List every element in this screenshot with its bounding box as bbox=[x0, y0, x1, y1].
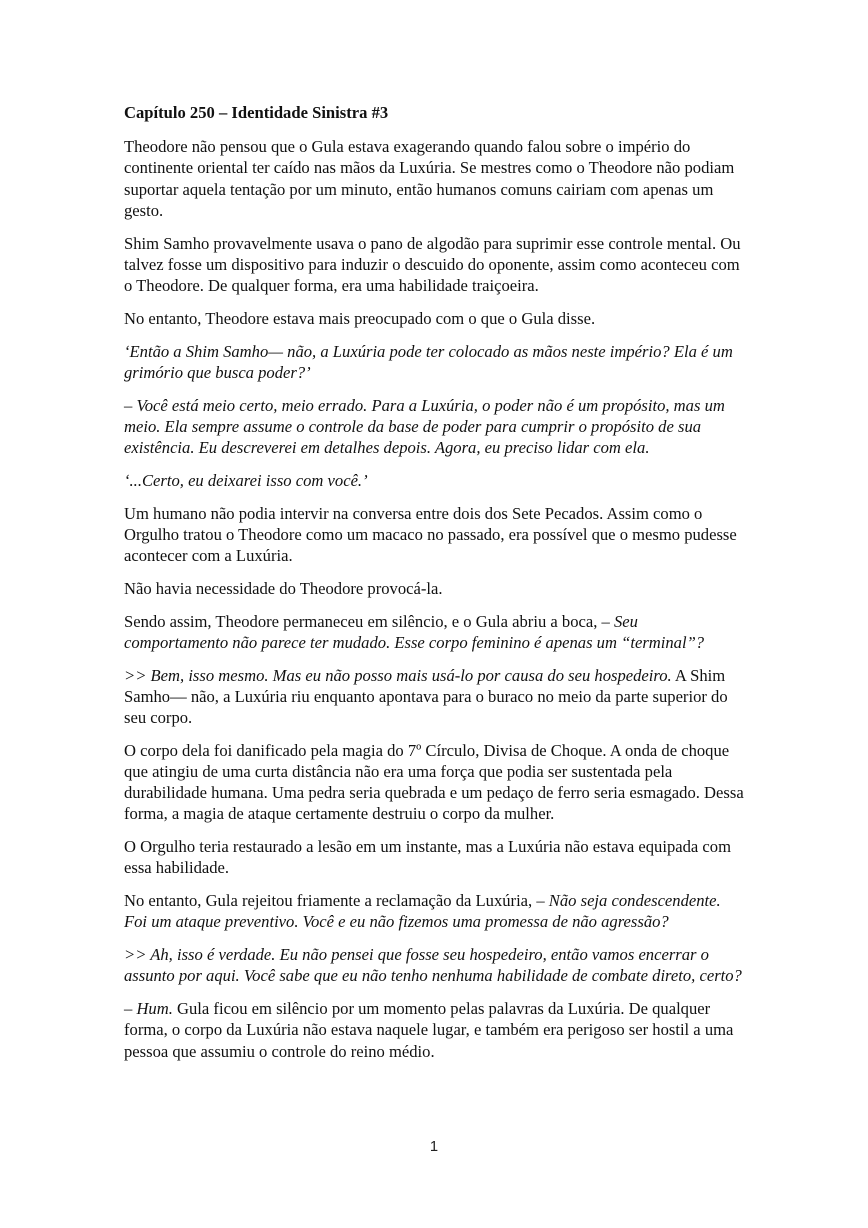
text-segment: No entanto, Theodore estava mais preocupado com o que o Gula disse. bbox=[124, 308, 596, 328]
italic-text: Seu comportamento não parece ter mudado. Esse corpo feminino é apenas um “terminal”? bbox=[124, 611, 705, 652]
paragraph bbox=[124, 470, 746, 491]
paragraph bbox=[124, 944, 746, 986]
paragraph bbox=[124, 233, 746, 297]
paragraph bbox=[124, 740, 746, 825]
paragraph bbox=[124, 578, 746, 599]
paragraph bbox=[124, 341, 746, 383]
paragraph bbox=[124, 395, 746, 459]
text-segment: Sendo assim, Theodore permaneceu em silêncio, e o Gula abriu a boca, – bbox=[124, 611, 614, 631]
page-number: 1 bbox=[429, 1139, 439, 1155]
text-segment: O Orgulho teria restaurado a lesão em um instante, mas a Luxúria não estava equipada com essa habilidade. bbox=[124, 837, 732, 878]
paragraph bbox=[124, 611, 746, 653]
text-segment: Não havia necessidade do Theodore provocá-la. bbox=[124, 578, 443, 598]
text-segment: Gula ficou em silêncio por um momento pelas palavras da Luxúria. De qualquer forma, o corpo da Luxúria não estava naquele lugar, e também era perigoso ser hostil a uma pessoa que assumiu o controle do reino médio. bbox=[124, 999, 734, 1061]
text-segment: – bbox=[124, 999, 137, 1019]
italic-text: ‘Então a Shim Samho— não, a Luxúria pode ter colocado as mãos neste império? Ela é um grimório que busca poder?’ bbox=[124, 341, 733, 382]
text-segment: No entanto, Gula rejeitou friamente a reclamação da Luxúria, – bbox=[124, 891, 549, 911]
paragraph bbox=[124, 503, 746, 567]
paragraph bbox=[124, 836, 746, 878]
italic-text: Não seja condescendente. Foi um ataque preventivo. Você e eu não fizemos uma promessa de não agressão? bbox=[124, 891, 721, 932]
document-body bbox=[124, 102, 746, 1073]
italic-text: ‘...Certo, eu deixarei isso com você.’ bbox=[124, 470, 368, 490]
paragraph bbox=[124, 665, 746, 729]
paragraph bbox=[124, 998, 746, 1062]
paragraph bbox=[124, 308, 746, 329]
italic-text: – Você está meio certo, meio errado. Para a Luxúria, o poder não é um propósito, mas um meio. Ela sempre assume o controle da base de poder para cumprir o propósito de sua existência. Eu descreverei em detalhes depois. Agora, eu preciso lidar com ela. bbox=[124, 395, 725, 458]
italic-text: >> Ah, isso é verdade. Eu não pensei que fosse seu hospedeiro, então vamos encerrar o assunto por aqui. Você sabe que eu não tenho nenhuma habilidade de combate direto, certo? bbox=[124, 945, 742, 986]
italic-text: Hum. bbox=[136, 999, 173, 1019]
text-segment: Um humano não podia intervir na conversa entre dois dos Sete Pecados. Assim como o Orgulho tratou o Theodore como um macaco no passado, era possível que o mesmo pudesse acontecer com a Luxúria. bbox=[124, 503, 737, 566]
paragraph bbox=[124, 136, 746, 221]
text-segment: Shim Samho provavelmente usava o pano de algodão para suprimir esse controle mental. Ou talvez fosse um dispositivo para induzir o descuido do oponente, assim como aconteceu com o Theodore. De qualquer forma, era uma habilidade traiçoeira. bbox=[124, 233, 741, 296]
chapter-title: Capítulo 250 – Identidade Sinistra #3 bbox=[124, 103, 389, 122]
italic-text: >> Bem, isso mesmo. Mas eu não posso mais usá-lo por causa do seu hospedeiro. bbox=[124, 665, 672, 685]
paragraph bbox=[124, 890, 746, 932]
paragraph-list bbox=[124, 136, 746, 1062]
text-segment: A Shim Samho— não, a Luxúria riu enquanto apontava para o buraco no meio da parte superior do seu corpo. bbox=[124, 665, 728, 728]
text-segment: O corpo dela foi danificado pela magia do 7º Círculo, Divisa de Choque. A onda de choque que atingiu de uma curta distância não era uma força que podia ser sustentada pela durabilidade humana. Uma pedra seria quebrada e um pedaço de ferro seria esmagado. Dessa forma, a magia de ataque certamente destruiu o corpo da mulher. bbox=[124, 740, 744, 824]
text-segment: Theodore não pensou que o Gula estava exagerando quando falou sobre o império do continente oriental ter caído nas mãos da Luxúria. Se mestres como o Theodore não podiam suportar aquela tentação por um minuto, então humanos comuns cairiam com apenas um gesto. bbox=[124, 137, 735, 220]
